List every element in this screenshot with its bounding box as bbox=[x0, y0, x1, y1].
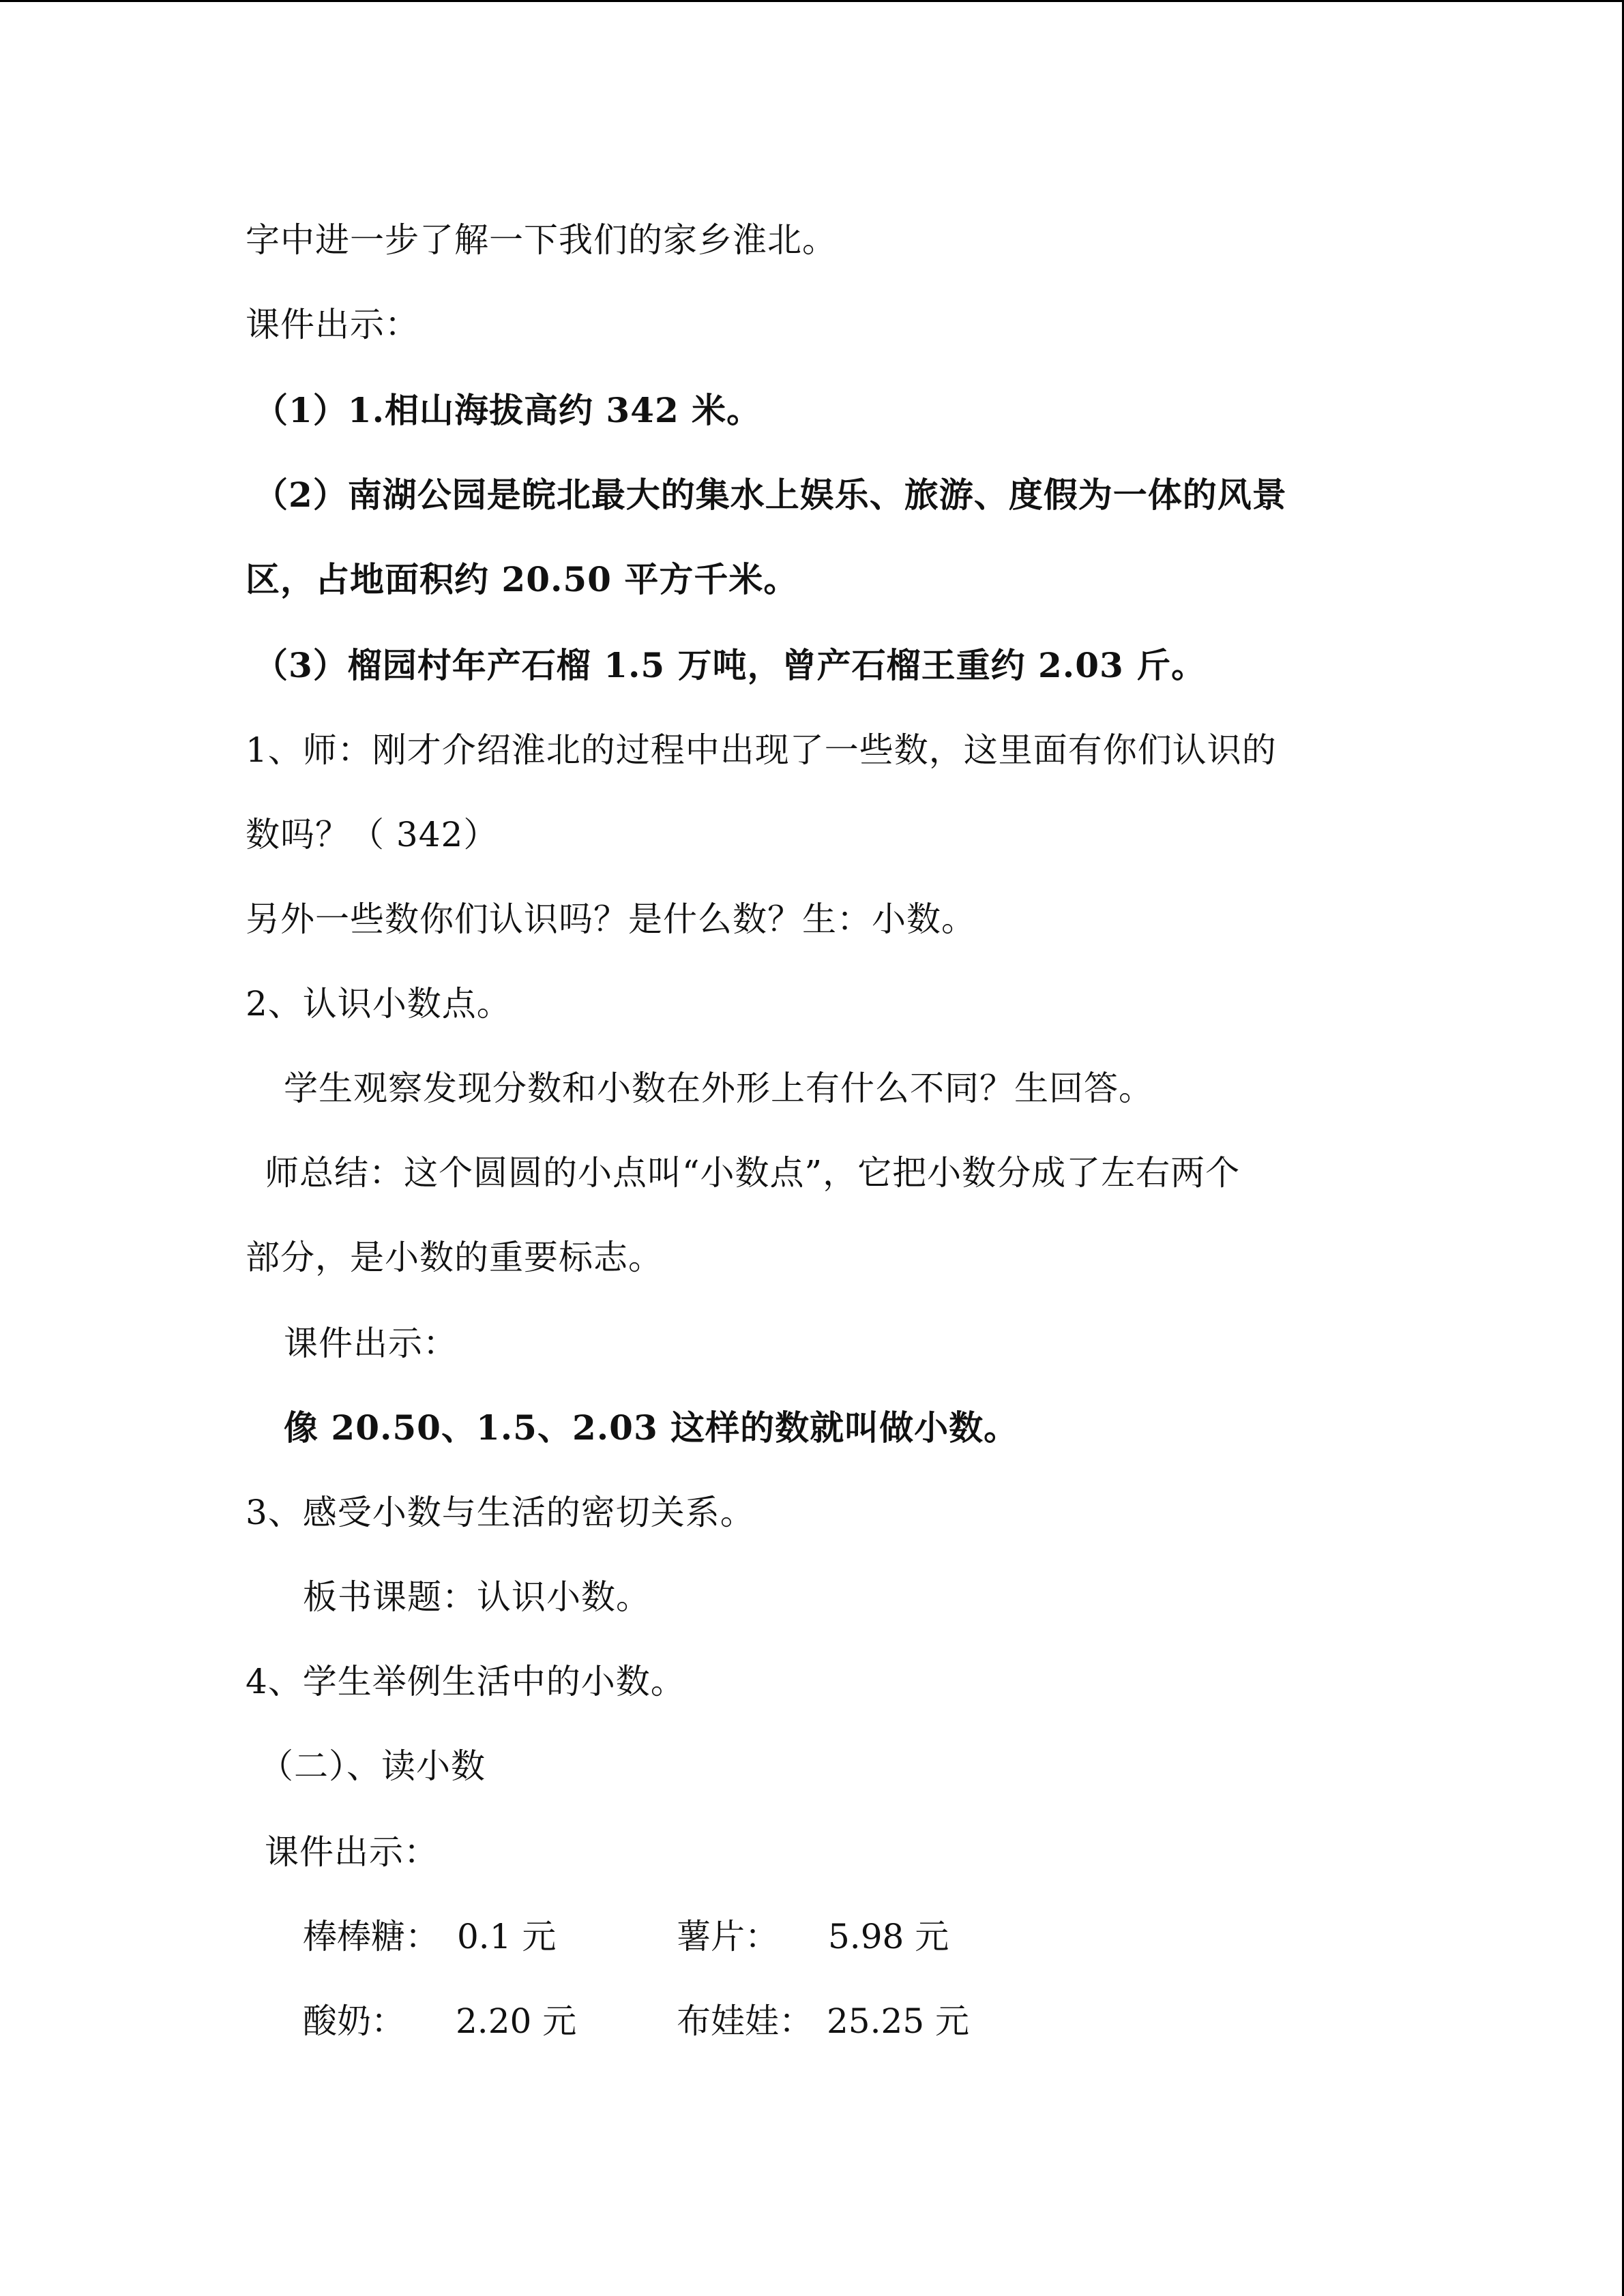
section-heading: 4、学生举例生活中的小数。 bbox=[246, 1662, 685, 1701]
courseware-item-2-cont: 区，占地面积约 20.50 平方千米。 bbox=[246, 559, 799, 599]
paragraph-line: 部分，是小数的重要标志。 bbox=[246, 1238, 663, 1277]
section-heading: （二）、读小数 bbox=[259, 1746, 486, 1786]
paragraph-line: 字中进一步了解一下我们的家乡淮北。 bbox=[246, 220, 837, 260]
courseware-item-3: （3）榴园村年产石榴 1.5 万吨，曾产石榴王重约 2.03 斤。 bbox=[254, 645, 1207, 685]
price-item-label: 棒棒糖： bbox=[303, 1917, 439, 1956]
paragraph-line: 1、师：刚才介绍淮北的过程中出现了一些数，这里面有你们认识的 bbox=[246, 730, 1277, 770]
courseware-item-1: （1）1.相山海拔高约 342 米。 bbox=[254, 390, 762, 430]
paragraph-line: 课件出示： bbox=[246, 305, 419, 344]
paragraph-line: 学生观察发现分数和小数在外形上有什么不同？生回答。 bbox=[284, 1069, 1153, 1108]
price-item-label: 布娃娃： bbox=[677, 2001, 813, 2041]
section-heading: 2、认识小数点。 bbox=[246, 984, 512, 1024]
price-row bbox=[303, 2001, 1121, 2042]
courseware-item-2: （2）南湖公园是皖北最大的集水上娱乐、旅游、度假为一体的风景 bbox=[254, 475, 1287, 515]
paragraph-line: 另外一些数你们认识吗？是什么数？生：小数。 bbox=[246, 899, 976, 939]
price-item-value: 0.1 元 bbox=[457, 1917, 557, 1956]
paragraph-line: 课件出示： bbox=[284, 1324, 458, 1363]
decimal-definition: 像 20.50、1.5、2.03 这样的数就叫做小数。 bbox=[284, 1407, 1019, 1448]
paragraph-line: 数吗？（ 342） bbox=[246, 815, 499, 854]
price-item-value: 25.25 元 bbox=[827, 2001, 970, 2041]
price-item-value: 5.98 元 bbox=[828, 1917, 949, 1956]
price-item-label: 酸奶： bbox=[303, 2001, 405, 2041]
paragraph-line: 板书课题：认识小数。 bbox=[303, 1577, 651, 1617]
price-item-label: 薯片： bbox=[677, 1917, 779, 1956]
section-heading: 3、感受小数与生活的密切关系。 bbox=[246, 1493, 755, 1532]
paragraph-line: 课件出示： bbox=[265, 1832, 439, 1872]
price-row bbox=[303, 1916, 1121, 1957]
paragraph-line: 师总结：这个圆圆的小点叫“小数点”，它把小数分成了左右两个 bbox=[265, 1153, 1241, 1193]
page-border-top bbox=[0, 0, 1624, 2]
price-item-value: 2.20 元 bbox=[456, 2001, 577, 2041]
